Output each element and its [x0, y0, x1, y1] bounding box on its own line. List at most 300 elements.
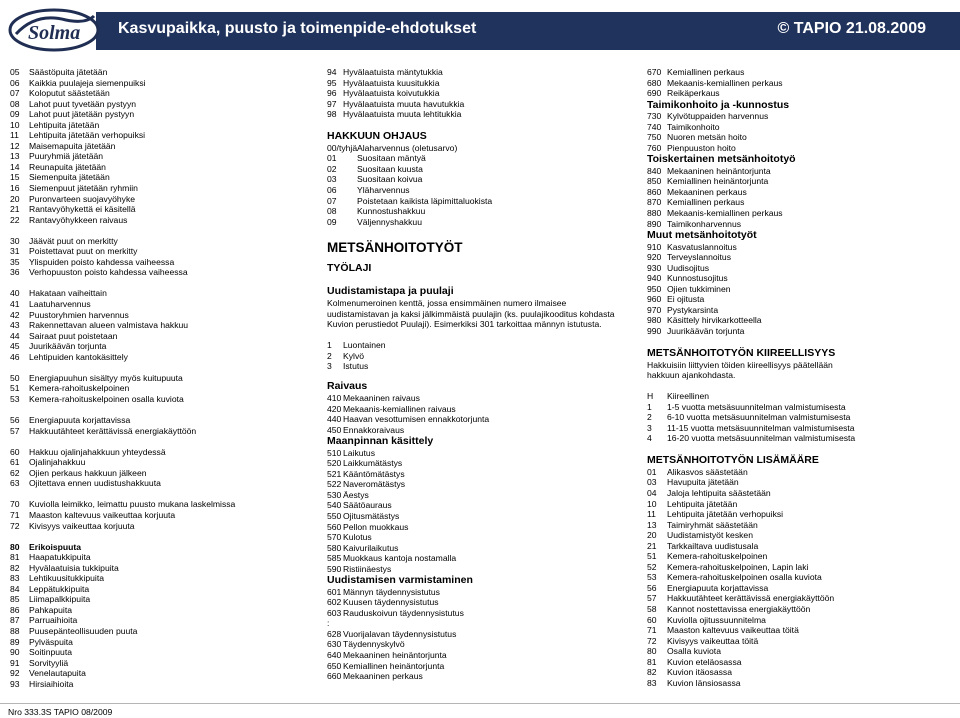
item-code: 550: [327, 510, 342, 521]
list-item: [10, 499, 310, 510]
item-label: Reunapuita jätetään: [29, 161, 106, 172]
list-item: [10, 151, 310, 162]
item-label: Hyvälaatuista mäntytukkia: [343, 67, 443, 77]
code-list: [647, 242, 957, 337]
item-code: 43: [10, 320, 20, 331]
item-label: Kääntömätästys: [343, 468, 405, 479]
item-label: Hyvälaatuisia tukkipuita: [29, 562, 119, 573]
list-item: [327, 490, 627, 501]
heading-tyolaji: TYÖLAJI: [327, 262, 372, 275]
item-code: 51: [10, 383, 20, 394]
list-item: [10, 172, 310, 183]
item-label: Ei ojitusta: [667, 294, 705, 305]
item-label: Maisemapuita jätetään: [29, 140, 116, 151]
item-code: 00/tyhjä: [327, 142, 358, 153]
item-code: 56: [647, 582, 657, 593]
section-title-erikoispuuta: 80 Erikoispuuta: [10, 541, 82, 552]
item-label: Juurikäävän torjunta: [667, 325, 745, 336]
item-code: 522: [327, 479, 342, 490]
item-label: Kiireellinen: [667, 391, 710, 402]
item-code: 35: [10, 256, 20, 267]
item-code: 62: [10, 467, 20, 478]
item-label: Hyvälaatuista koivutukkia: [343, 88, 440, 99]
item-label: 1-5 vuotta metsäsuunnitelman valmistumisesta: [667, 401, 846, 412]
item-label: Kuvion itäosassa: [667, 667, 732, 678]
list-item: [10, 183, 310, 194]
item-label: Suositaan mäntyä: [357, 153, 426, 164]
item-label: Männyn täydennysistutus: [343, 586, 440, 597]
item-code: 83: [10, 573, 20, 584]
list-item: [327, 532, 627, 543]
code-list: [647, 391, 957, 444]
item-code: 02: [327, 163, 337, 174]
list-item: [327, 404, 627, 415]
item-label: Tarkkailtava uudistusala: [667, 540, 759, 551]
item-code: 602: [327, 597, 342, 608]
item-label: Hyvälaatuista kuusitukkia: [343, 77, 440, 88]
item-code: 440: [327, 414, 342, 425]
item-code: 80: [647, 646, 657, 657]
list-item: [647, 646, 957, 657]
solma-logo-icon: [6, 2, 102, 54]
item-code: 46: [10, 351, 20, 362]
item-code: 750: [647, 132, 662, 143]
list-item: [647, 208, 957, 219]
list-item: [10, 658, 310, 669]
list-item: [647, 402, 957, 413]
item-code: 730: [647, 111, 662, 122]
item-label: Kivisyys vaikeuttaa töitä: [667, 635, 759, 646]
list-item: [647, 423, 957, 434]
item-code: 93: [10, 678, 20, 689]
list-item: [10, 668, 310, 679]
item-label: Ylispuiden poisto kahdessa vaiheessa: [29, 256, 175, 267]
list-item: [647, 625, 957, 636]
code-list: [10, 288, 310, 362]
item-label: Kuviolla ojitussuunnitelma: [667, 614, 766, 625]
code-list: [647, 67, 957, 99]
list-item: [647, 499, 957, 510]
list-item: [647, 467, 957, 478]
item-label: Nuoren metsän hoito: [667, 132, 747, 143]
item-label: Rauduskoivun täydennysistutus: [343, 607, 464, 618]
item-label: Hirsiaihioita: [29, 678, 74, 689]
item-code: 880: [647, 208, 662, 219]
item-code: :: [327, 618, 330, 629]
item-code: H: [647, 391, 654, 402]
list-item: [327, 458, 627, 469]
item-code: 89: [10, 636, 20, 647]
list-item: [327, 564, 627, 575]
item-label: Kuusen täydennysistutus: [343, 597, 439, 608]
item-label: Havupuita jätetään: [667, 477, 739, 488]
list-item: [647, 488, 957, 499]
list-item: [327, 469, 627, 480]
list-item: [10, 194, 310, 205]
list-item: [327, 479, 627, 490]
list-item: [10, 130, 310, 141]
list-item: [647, 604, 957, 615]
item-label: Kaikkia puulajeja siemenpuiksi: [29, 77, 146, 88]
item-code: 590: [327, 563, 342, 574]
header: [0, 0, 960, 56]
item-code: 760: [647, 142, 662, 153]
list-item: [327, 143, 627, 154]
list-item: [327, 587, 627, 598]
item-label: Väljennyshakkuu: [357, 216, 422, 227]
item-code: 56: [10, 415, 20, 426]
item-code: 07: [10, 88, 20, 99]
item-code: 52: [647, 561, 657, 572]
item-label: Soitinpuuta: [29, 647, 73, 658]
item-label: Hyvälaatuista muuta lehtitukkia: [343, 109, 462, 120]
list-item: [10, 99, 310, 110]
item-label: 11-15 vuotta metsäsuunnitelman valmistumisesta: [667, 422, 855, 433]
item-code: 930: [647, 262, 662, 273]
list-item: [647, 67, 957, 78]
list-item: [327, 217, 627, 228]
item-code: 840: [647, 165, 662, 176]
list-item: [10, 162, 310, 173]
list-item: [327, 109, 627, 120]
list-item: [647, 315, 957, 326]
item-code: 2: [647, 412, 652, 423]
item-code: 04: [647, 488, 657, 498]
list-item: [327, 425, 627, 436]
list-item: [647, 111, 957, 122]
item-code: 530: [327, 489, 342, 500]
item-label: Laikkumätästys: [343, 458, 403, 469]
item-label: Ojitusmätästys: [343, 510, 400, 521]
list-item: [327, 206, 627, 217]
list-item: [647, 176, 957, 187]
item-code: 45: [10, 341, 20, 352]
list-item: [10, 109, 310, 120]
item-code: 670: [647, 67, 662, 77]
page-title: Kasvupaikka, puusto ja toimenpide-ehdotukset: [118, 20, 477, 37]
list-item: [327, 153, 627, 164]
item-label: Maaston kaltevuus vaikeuttaa korjuuta: [29, 509, 176, 520]
item-label: Alaharvennus (oletusarvo): [357, 142, 458, 153]
item-label: Laikutus: [343, 447, 376, 458]
item-code: 01: [647, 466, 657, 477]
item-label: 16-20 vuotta metsäsuunnitelman valmistumisesta: [667, 433, 856, 444]
item-code: 57: [647, 593, 657, 604]
list-item: [647, 122, 957, 133]
item-code: 94: [327, 67, 337, 77]
list-item: [10, 447, 310, 458]
list-item: [10, 331, 310, 342]
list-item: [647, 197, 957, 208]
list-item: [10, 615, 310, 626]
item-label: Kemera-rahoituskelpoinen, Lapin laki: [667, 561, 809, 572]
item-code: 88: [10, 625, 20, 636]
item-label: Lehtipuita jätetään: [29, 119, 100, 130]
item-code: 628: [327, 628, 342, 639]
item-code: 521: [327, 468, 342, 479]
item-label: Puusepänteollisuuden puuta: [29, 625, 138, 636]
list-item: [10, 594, 310, 605]
item-label: Kuvion eteläosassa: [667, 656, 742, 667]
item-code: 2: [327, 350, 332, 361]
list-item: [327, 511, 627, 522]
item-label: Poistetaan kaikista läpimittaluokista: [357, 195, 493, 206]
list-item: [10, 88, 310, 99]
item-label: Energiapuuhun sisältyy myös kuitupuuta: [29, 372, 183, 383]
item-label: Mekaanis-kemiallinen perkaus: [667, 77, 783, 88]
list-item: [10, 394, 310, 405]
item-label: Pienpuuston hoito: [667, 142, 736, 153]
item-label: Yläharvennus: [357, 184, 410, 195]
list-item: [327, 671, 627, 682]
footer-divider: [0, 703, 960, 704]
item-code: 15: [10, 172, 20, 183]
item-label: Alikasvos säästetään: [667, 466, 748, 477]
item-label: Kulotus: [343, 532, 372, 543]
item-code: 21: [647, 540, 657, 551]
item-code: 82: [647, 667, 657, 678]
code-list: [647, 111, 957, 153]
item-code: 420: [327, 403, 342, 414]
code-list: [10, 499, 310, 531]
item-code: 510: [327, 447, 342, 458]
list-item: [10, 383, 310, 394]
item-label: Kuviolla leimikko, leimattu puusto mukana laskelmissa: [29, 499, 236, 510]
item-code: 03: [647, 477, 657, 488]
list-item: [647, 678, 957, 689]
item-code: 11: [647, 509, 656, 520]
code-list: [10, 415, 310, 436]
item-label: Kaivurilaikutus: [343, 542, 399, 553]
list-item: [647, 219, 957, 230]
item-code: 57: [10, 425, 20, 436]
item-code: 940: [647, 273, 662, 284]
list-item: [327, 650, 627, 661]
item-code: 08: [327, 206, 337, 217]
item-label: Energiapuuta korjattavissa: [667, 582, 769, 593]
item-label: Lehtipuita jätetään verhopuiksi: [29, 130, 146, 141]
item-label: Haavan vesottumisen ennakkotorjunta: [343, 414, 490, 425]
item-label: Ristiinäestys: [343, 563, 392, 574]
item-label: Siemenpuut jätetään ryhmiin: [29, 183, 138, 194]
item-code: 630: [327, 639, 342, 650]
item-label: Kylvö: [343, 350, 365, 361]
item-label: Siemenpuita jätetään: [29, 172, 110, 183]
list-item: [647, 305, 957, 316]
item-label: Mekaanis-kemiallinen perkaus: [667, 208, 783, 219]
item-code: 14: [10, 161, 20, 172]
list-item: [327, 67, 627, 78]
list-item: [647, 273, 957, 284]
footer-text: Nro 333.3S TAPIO 08/2009: [8, 707, 113, 717]
item-code: 30: [10, 235, 20, 246]
item-code: 91: [10, 657, 20, 668]
copyright-date: © TAPIO 21.08.2009: [777, 20, 926, 37]
item-code: 740: [647, 121, 662, 132]
item-code: 95: [327, 77, 337, 88]
list-item: [327, 88, 627, 99]
heading-toiskertainen: Toiskertainen metsänhoitotyö: [647, 153, 796, 166]
list-item: [327, 629, 627, 640]
list-item: [647, 242, 957, 253]
heading-maanpinnan: Maanpinnan käsittely: [327, 435, 434, 448]
heading-taimikonhoito: Taimikonhoito ja -kunnostus: [647, 98, 790, 111]
item-label: Suositaan koivua: [357, 174, 423, 185]
item-code: 410: [327, 392, 342, 403]
item-label: Ojien tukkiminen: [667, 283, 731, 294]
item-code: 570: [327, 532, 342, 543]
item-label: Kemiallinen heinäntorjunta: [667, 176, 769, 187]
code-list: [327, 143, 627, 227]
code-list: [327, 587, 627, 682]
item-label: Lahot puut jätetään pystyyn: [29, 109, 135, 120]
item-code: 920: [647, 252, 662, 263]
heading-lisamaare: METSÄNHOITOTYÖN LISÄMÄÄRE: [647, 453, 819, 466]
code-list: [327, 448, 627, 575]
item-label: Uudisojitus: [667, 262, 710, 273]
list-item: [10, 626, 310, 637]
list-item: [327, 393, 627, 404]
list-item: [647, 520, 957, 531]
list-item: [647, 187, 957, 198]
item-label: Laatuharvennus: [29, 299, 91, 310]
item-label: Juurikäävän torjunta: [29, 341, 107, 352]
item-label: Kemera-rahoituskelpoinen osalla kuviota: [667, 572, 822, 583]
item-label: Puustoryhmien harvennus: [29, 309, 129, 320]
heading-kiireellisyys: METSÄNHOITOTYÖN KIIREELLISYYS: [647, 346, 836, 359]
code-list: [647, 166, 957, 229]
kiireellisyys-line: Hakkuisiin liittyvien töiden kiireellisyys päätellään: [647, 359, 833, 370]
item-code: 650: [327, 660, 342, 671]
item-label: Koloputut säästetään: [29, 88, 110, 99]
code-list: [10, 67, 310, 225]
list-item: [647, 252, 957, 263]
item-code: 92: [10, 668, 20, 679]
item-code: 58: [647, 604, 657, 615]
list-item: [327, 78, 627, 89]
item-label: Ojien perkaus hakkuun jälkeen: [29, 467, 147, 478]
item-label: Ennakkoraivaus: [343, 424, 405, 435]
item-code: 71: [10, 509, 20, 520]
column-right: [647, 67, 957, 688]
item-code: 40: [10, 288, 20, 299]
item-code: 560: [327, 521, 342, 532]
item-code: 86: [10, 604, 20, 615]
list-item: [10, 426, 310, 437]
list-item: [327, 500, 627, 511]
item-label: Hakkuu ojalinjahakkuun yhteydessä: [29, 446, 166, 457]
list-item: [10, 457, 310, 468]
column-middle: [327, 67, 627, 682]
list-item: [10, 310, 310, 321]
item-code: 4: [647, 433, 652, 444]
item-label: Ojalinjahakkuu: [29, 457, 86, 468]
item-code: 990: [647, 325, 662, 336]
item-code: 680: [647, 77, 662, 88]
item-label: Verhopuuston poisto kahdessa vaiheessa: [29, 267, 188, 278]
item-label: Naveromätästys: [343, 479, 406, 490]
item-code: 60: [10, 446, 20, 457]
item-code: 36: [10, 267, 20, 278]
list-item: [647, 412, 957, 423]
code-list: [327, 340, 627, 372]
item-code: 42: [10, 309, 20, 320]
item-code: 81: [10, 552, 20, 563]
item-label: Energiapuuta korjattavissa: [29, 415, 131, 426]
item-code: 21: [10, 204, 20, 215]
item-code: 72: [10, 520, 20, 531]
item-label: Ojitettava ennen uudistushakkuuta: [29, 478, 161, 489]
item-code: 13: [647, 519, 657, 530]
list-item: [647, 615, 957, 626]
item-label: Lehtipuiden kantokäsittely: [29, 351, 128, 362]
item-code: 3: [647, 422, 652, 433]
list-item: [10, 257, 310, 268]
item-label: Luontainen: [343, 340, 386, 351]
item-label: Pylväspuita: [29, 636, 73, 647]
item-code: 603: [327, 607, 342, 618]
item-code: 10: [647, 498, 657, 509]
item-label: Säästöpuita jätetään: [29, 67, 108, 77]
item-code: 72: [647, 635, 657, 646]
item-label: Lehtipuita jätetään: [667, 498, 738, 509]
item-code: 970: [647, 304, 662, 315]
list-item: [327, 618, 627, 629]
item-code: 51: [647, 551, 657, 562]
list-item: [10, 67, 310, 78]
item-label: Kemiallinen heinäntorjunta: [343, 660, 445, 671]
list-item: [327, 553, 627, 564]
item-code: 53: [647, 572, 657, 583]
item-code: 910: [647, 241, 662, 252]
code-list: [10, 236, 310, 278]
list-item: [647, 433, 957, 444]
list-item: [10, 468, 310, 479]
item-label: Liimapalkkipuita: [29, 594, 91, 605]
list-item: [10, 373, 310, 384]
item-label: Täydennyskylvö: [343, 639, 405, 650]
item-label: Käsittely hirvikarkotteella: [667, 315, 762, 326]
item-code: 20: [10, 193, 20, 204]
item-code: 85: [10, 594, 20, 605]
item-code: 60: [647, 614, 657, 625]
list-item: [327, 185, 627, 196]
list-item: [647, 541, 957, 552]
kiireellisyys-line: hakkuun ajankohdasta.: [647, 370, 736, 381]
item-code: 3: [327, 361, 332, 372]
item-code: 890: [647, 218, 662, 229]
item-label: Hyvälaatuista muuta havutukkia: [343, 98, 465, 109]
item-code: 540: [327, 500, 342, 511]
list-item: [647, 636, 957, 647]
item-code: 03: [327, 174, 337, 185]
uudistamistapa-line: uudistamistavan ja kaksi jälkimmäistä puulajin (ks. puulajikooditus kohdasta: [327, 308, 615, 319]
item-label: Mekaaninen perkaus: [667, 186, 747, 197]
item-code: 71: [647, 625, 657, 636]
item-label: Mekaaninen heinäntorjunta: [343, 650, 447, 661]
list-item: [10, 637, 310, 648]
list-item: [10, 246, 310, 257]
list-item: [10, 552, 310, 563]
item-label: Kannot nostettavissa energiakäyttöön: [667, 604, 811, 615]
item-code: 06: [10, 77, 20, 88]
list-item: [10, 584, 310, 595]
item-label: Lahot puut tyvetään pystyyn: [29, 98, 137, 109]
item-label: 6-10 vuotta metsäsuunnitelman valmistumisesta: [667, 412, 851, 423]
list-item: [647, 88, 957, 99]
item-label: Leppätukkipuita: [29, 583, 90, 594]
list-item: [327, 661, 627, 672]
